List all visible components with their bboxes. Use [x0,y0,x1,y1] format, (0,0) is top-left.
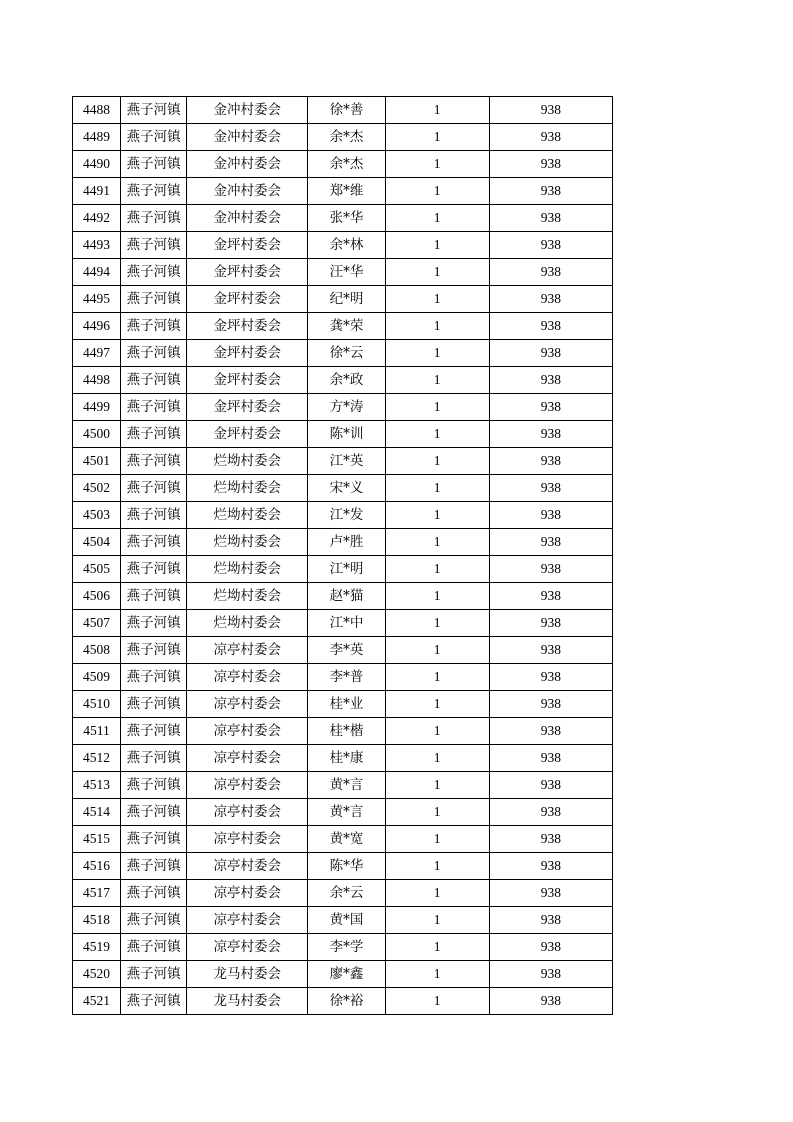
person-name-cell: 徐*善 [308,97,385,124]
amount-cell: 938 [489,988,612,1015]
row-number-cell: 4521 [73,988,121,1015]
table-row [73,907,613,934]
row-number-cell: 4511 [73,718,121,745]
amount-cell: 938 [489,394,612,421]
table-row [73,340,613,367]
row-number-cell: 4498 [73,367,121,394]
table-body [73,97,613,1015]
village-committee-cell: 金冲村委会 [187,124,308,151]
row-number-cell: 4492 [73,205,121,232]
village-committee-cell: 凉亭村委会 [187,799,308,826]
person-name-cell: 江*发 [308,502,385,529]
row-number-cell: 4515 [73,826,121,853]
count-cell: 1 [385,97,489,124]
count-cell: 1 [385,394,489,421]
amount-cell: 938 [489,664,612,691]
person-name-cell: 张*华 [308,205,385,232]
person-name-cell: 江*中 [308,610,385,637]
table-row [73,880,613,907]
amount-cell: 938 [489,340,612,367]
row-number-cell: 4509 [73,664,121,691]
row-number-cell: 4507 [73,610,121,637]
count-cell: 1 [385,745,489,772]
village-committee-cell: 凉亭村委会 [187,637,308,664]
town-cell: 燕子河镇 [121,475,187,502]
person-name-cell: 余*杰 [308,151,385,178]
village-committee-cell: 金坪村委会 [187,367,308,394]
village-committee-cell: 凉亭村委会 [187,907,308,934]
row-number-cell: 4512 [73,745,121,772]
row-number-cell: 4508 [73,637,121,664]
town-cell: 燕子河镇 [121,286,187,313]
table-row [73,367,613,394]
table-row [73,124,613,151]
table-row [73,259,613,286]
person-name-cell: 龚*荣 [308,313,385,340]
village-committee-cell: 金坪村委会 [187,421,308,448]
amount-cell: 938 [489,151,612,178]
town-cell: 燕子河镇 [121,97,187,124]
person-name-cell: 余*林 [308,232,385,259]
amount-cell: 938 [489,880,612,907]
count-cell: 1 [385,826,489,853]
person-name-cell: 黄*言 [308,772,385,799]
count-cell: 1 [385,124,489,151]
town-cell: 燕子河镇 [121,610,187,637]
count-cell: 1 [385,664,489,691]
table-row [73,205,613,232]
amount-cell: 938 [489,529,612,556]
count-cell: 1 [385,934,489,961]
person-name-cell: 廖*鑫 [308,961,385,988]
amount-cell: 938 [489,907,612,934]
count-cell: 1 [385,610,489,637]
person-name-cell: 李*英 [308,637,385,664]
row-number-cell: 4489 [73,124,121,151]
person-name-cell: 余*政 [308,367,385,394]
count-cell: 1 [385,367,489,394]
count-cell: 1 [385,961,489,988]
count-cell: 1 [385,259,489,286]
amount-cell: 938 [489,637,612,664]
person-name-cell: 纪*明 [308,286,385,313]
table-row [73,853,613,880]
amount-cell: 938 [489,826,612,853]
count-cell: 1 [385,637,489,664]
row-number-cell: 4502 [73,475,121,502]
town-cell: 燕子河镇 [121,367,187,394]
town-cell: 燕子河镇 [121,826,187,853]
table-row [73,556,613,583]
amount-cell: 938 [489,97,612,124]
count-cell: 1 [385,178,489,205]
subsidy-table [72,96,613,1015]
table-row [73,178,613,205]
village-committee-cell: 金冲村委会 [187,205,308,232]
amount-cell: 938 [489,610,612,637]
table-row [73,151,613,178]
village-committee-cell: 凉亭村委会 [187,691,308,718]
amount-cell: 938 [489,367,612,394]
town-cell: 燕子河镇 [121,880,187,907]
row-number-cell: 4491 [73,178,121,205]
amount-cell: 938 [489,772,612,799]
village-committee-cell: 龙马村委会 [187,961,308,988]
village-committee-cell: 凉亭村委会 [187,772,308,799]
row-number-cell: 4499 [73,394,121,421]
town-cell: 燕子河镇 [121,907,187,934]
village-committee-cell: 烂坳村委会 [187,529,308,556]
row-number-cell: 4513 [73,772,121,799]
person-name-cell: 方*涛 [308,394,385,421]
village-committee-cell: 烂坳村委会 [187,448,308,475]
count-cell: 1 [385,799,489,826]
person-name-cell: 李*普 [308,664,385,691]
row-number-cell: 4505 [73,556,121,583]
count-cell: 1 [385,421,489,448]
count-cell: 1 [385,853,489,880]
person-name-cell: 李*学 [308,934,385,961]
town-cell: 燕子河镇 [121,718,187,745]
table-row [73,988,613,1015]
town-cell: 燕子河镇 [121,988,187,1015]
amount-cell: 938 [489,232,612,259]
row-number-cell: 4493 [73,232,121,259]
town-cell: 燕子河镇 [121,259,187,286]
count-cell: 1 [385,691,489,718]
amount-cell: 938 [489,961,612,988]
village-committee-cell: 烂坳村委会 [187,556,308,583]
table-row [73,961,613,988]
town-cell: 燕子河镇 [121,556,187,583]
count-cell: 1 [385,313,489,340]
town-cell: 燕子河镇 [121,178,187,205]
person-name-cell: 郑*维 [308,178,385,205]
town-cell: 燕子河镇 [121,934,187,961]
amount-cell: 938 [489,205,612,232]
count-cell: 1 [385,529,489,556]
table-row [73,394,613,421]
town-cell: 燕子河镇 [121,151,187,178]
town-cell: 燕子河镇 [121,529,187,556]
person-name-cell: 黄*宽 [308,826,385,853]
amount-cell: 938 [489,691,612,718]
town-cell: 燕子河镇 [121,664,187,691]
village-committee-cell: 凉亭村委会 [187,934,308,961]
table-row [73,772,613,799]
village-committee-cell: 金冲村委会 [187,178,308,205]
person-name-cell: 卢*胜 [308,529,385,556]
village-committee-cell: 龙马村委会 [187,988,308,1015]
village-committee-cell: 凉亭村委会 [187,745,308,772]
count-cell: 1 [385,151,489,178]
town-cell: 燕子河镇 [121,232,187,259]
table-row [73,286,613,313]
count-cell: 1 [385,718,489,745]
table-row [73,502,613,529]
village-committee-cell: 金坪村委会 [187,340,308,367]
person-name-cell: 桂*业 [308,691,385,718]
village-committee-cell: 凉亭村委会 [187,718,308,745]
amount-cell: 938 [489,799,612,826]
count-cell: 1 [385,340,489,367]
table-row [73,97,613,124]
count-cell: 1 [385,583,489,610]
amount-cell: 938 [489,313,612,340]
town-cell: 燕子河镇 [121,961,187,988]
count-cell: 1 [385,556,489,583]
town-cell: 燕子河镇 [121,124,187,151]
town-cell: 燕子河镇 [121,583,187,610]
table-row [73,583,613,610]
count-cell: 1 [385,475,489,502]
amount-cell: 938 [489,421,612,448]
village-committee-cell: 烂坳村委会 [187,475,308,502]
amount-cell: 938 [489,745,612,772]
row-number-cell: 4490 [73,151,121,178]
row-number-cell: 4495 [73,286,121,313]
amount-cell: 938 [489,556,612,583]
town-cell: 燕子河镇 [121,394,187,421]
town-cell: 燕子河镇 [121,502,187,529]
person-name-cell: 徐*裕 [308,988,385,1015]
person-name-cell: 陈*华 [308,853,385,880]
row-number-cell: 4503 [73,502,121,529]
village-committee-cell: 金坪村委会 [187,394,308,421]
amount-cell: 938 [489,502,612,529]
count-cell: 1 [385,286,489,313]
town-cell: 燕子河镇 [121,772,187,799]
table-row [73,826,613,853]
table-row [73,664,613,691]
village-committee-cell: 烂坳村委会 [187,583,308,610]
amount-cell: 938 [489,286,612,313]
row-number-cell: 4520 [73,961,121,988]
person-name-cell: 陈*训 [308,421,385,448]
person-name-cell: 江*明 [308,556,385,583]
person-name-cell: 黄*言 [308,799,385,826]
count-cell: 1 [385,988,489,1015]
row-number-cell: 4506 [73,583,121,610]
village-committee-cell: 凉亭村委会 [187,826,308,853]
table-row [73,313,613,340]
count-cell: 1 [385,232,489,259]
amount-cell: 938 [489,178,612,205]
village-committee-cell: 凉亭村委会 [187,853,308,880]
table-row [73,448,613,475]
row-number-cell: 4514 [73,799,121,826]
row-number-cell: 4497 [73,340,121,367]
town-cell: 燕子河镇 [121,205,187,232]
village-committee-cell: 金坪村委会 [187,313,308,340]
row-number-cell: 4518 [73,907,121,934]
table-row [73,718,613,745]
table-row [73,745,613,772]
table-row [73,691,613,718]
town-cell: 燕子河镇 [121,313,187,340]
town-cell: 燕子河镇 [121,853,187,880]
row-number-cell: 4517 [73,880,121,907]
row-number-cell: 4501 [73,448,121,475]
row-number-cell: 4510 [73,691,121,718]
row-number-cell: 4488 [73,97,121,124]
table-row [73,232,613,259]
person-name-cell: 余*杰 [308,124,385,151]
town-cell: 燕子河镇 [121,340,187,367]
row-number-cell: 4494 [73,259,121,286]
amount-cell: 938 [489,583,612,610]
row-number-cell: 4504 [73,529,121,556]
amount-cell: 938 [489,853,612,880]
row-number-cell: 4496 [73,313,121,340]
count-cell: 1 [385,772,489,799]
amount-cell: 938 [489,718,612,745]
person-name-cell: 桂*楷 [308,718,385,745]
count-cell: 1 [385,448,489,475]
village-committee-cell: 凉亭村委会 [187,880,308,907]
person-name-cell: 桂*康 [308,745,385,772]
amount-cell: 938 [489,934,612,961]
table-row [73,799,613,826]
row-number-cell: 4500 [73,421,121,448]
count-cell: 1 [385,880,489,907]
row-number-cell: 4516 [73,853,121,880]
town-cell: 燕子河镇 [121,421,187,448]
town-cell: 燕子河镇 [121,448,187,475]
person-name-cell: 汪*华 [308,259,385,286]
person-name-cell: 江*英 [308,448,385,475]
row-number-cell: 4519 [73,934,121,961]
amount-cell: 938 [489,259,612,286]
village-committee-cell: 烂坳村委会 [187,610,308,637]
table-row [73,934,613,961]
table-row [73,529,613,556]
town-cell: 燕子河镇 [121,799,187,826]
amount-cell: 938 [489,448,612,475]
person-name-cell: 徐*云 [308,340,385,367]
village-committee-cell: 金坪村委会 [187,259,308,286]
amount-cell: 938 [489,475,612,502]
count-cell: 1 [385,205,489,232]
table-row [73,637,613,664]
person-name-cell: 赵*猫 [308,583,385,610]
table-row [73,421,613,448]
person-name-cell: 宋*义 [308,475,385,502]
village-committee-cell: 金坪村委会 [187,286,308,313]
town-cell: 燕子河镇 [121,745,187,772]
table-row [73,475,613,502]
town-cell: 燕子河镇 [121,637,187,664]
town-cell: 燕子河镇 [121,691,187,718]
person-name-cell: 余*云 [308,880,385,907]
village-committee-cell: 金坪村委会 [187,232,308,259]
village-committee-cell: 金冲村委会 [187,97,308,124]
table-row [73,610,613,637]
person-name-cell: 黄*国 [308,907,385,934]
village-committee-cell: 金冲村委会 [187,151,308,178]
village-committee-cell: 烂坳村委会 [187,502,308,529]
count-cell: 1 [385,502,489,529]
village-committee-cell: 凉亭村委会 [187,664,308,691]
amount-cell: 938 [489,124,612,151]
count-cell: 1 [385,907,489,934]
